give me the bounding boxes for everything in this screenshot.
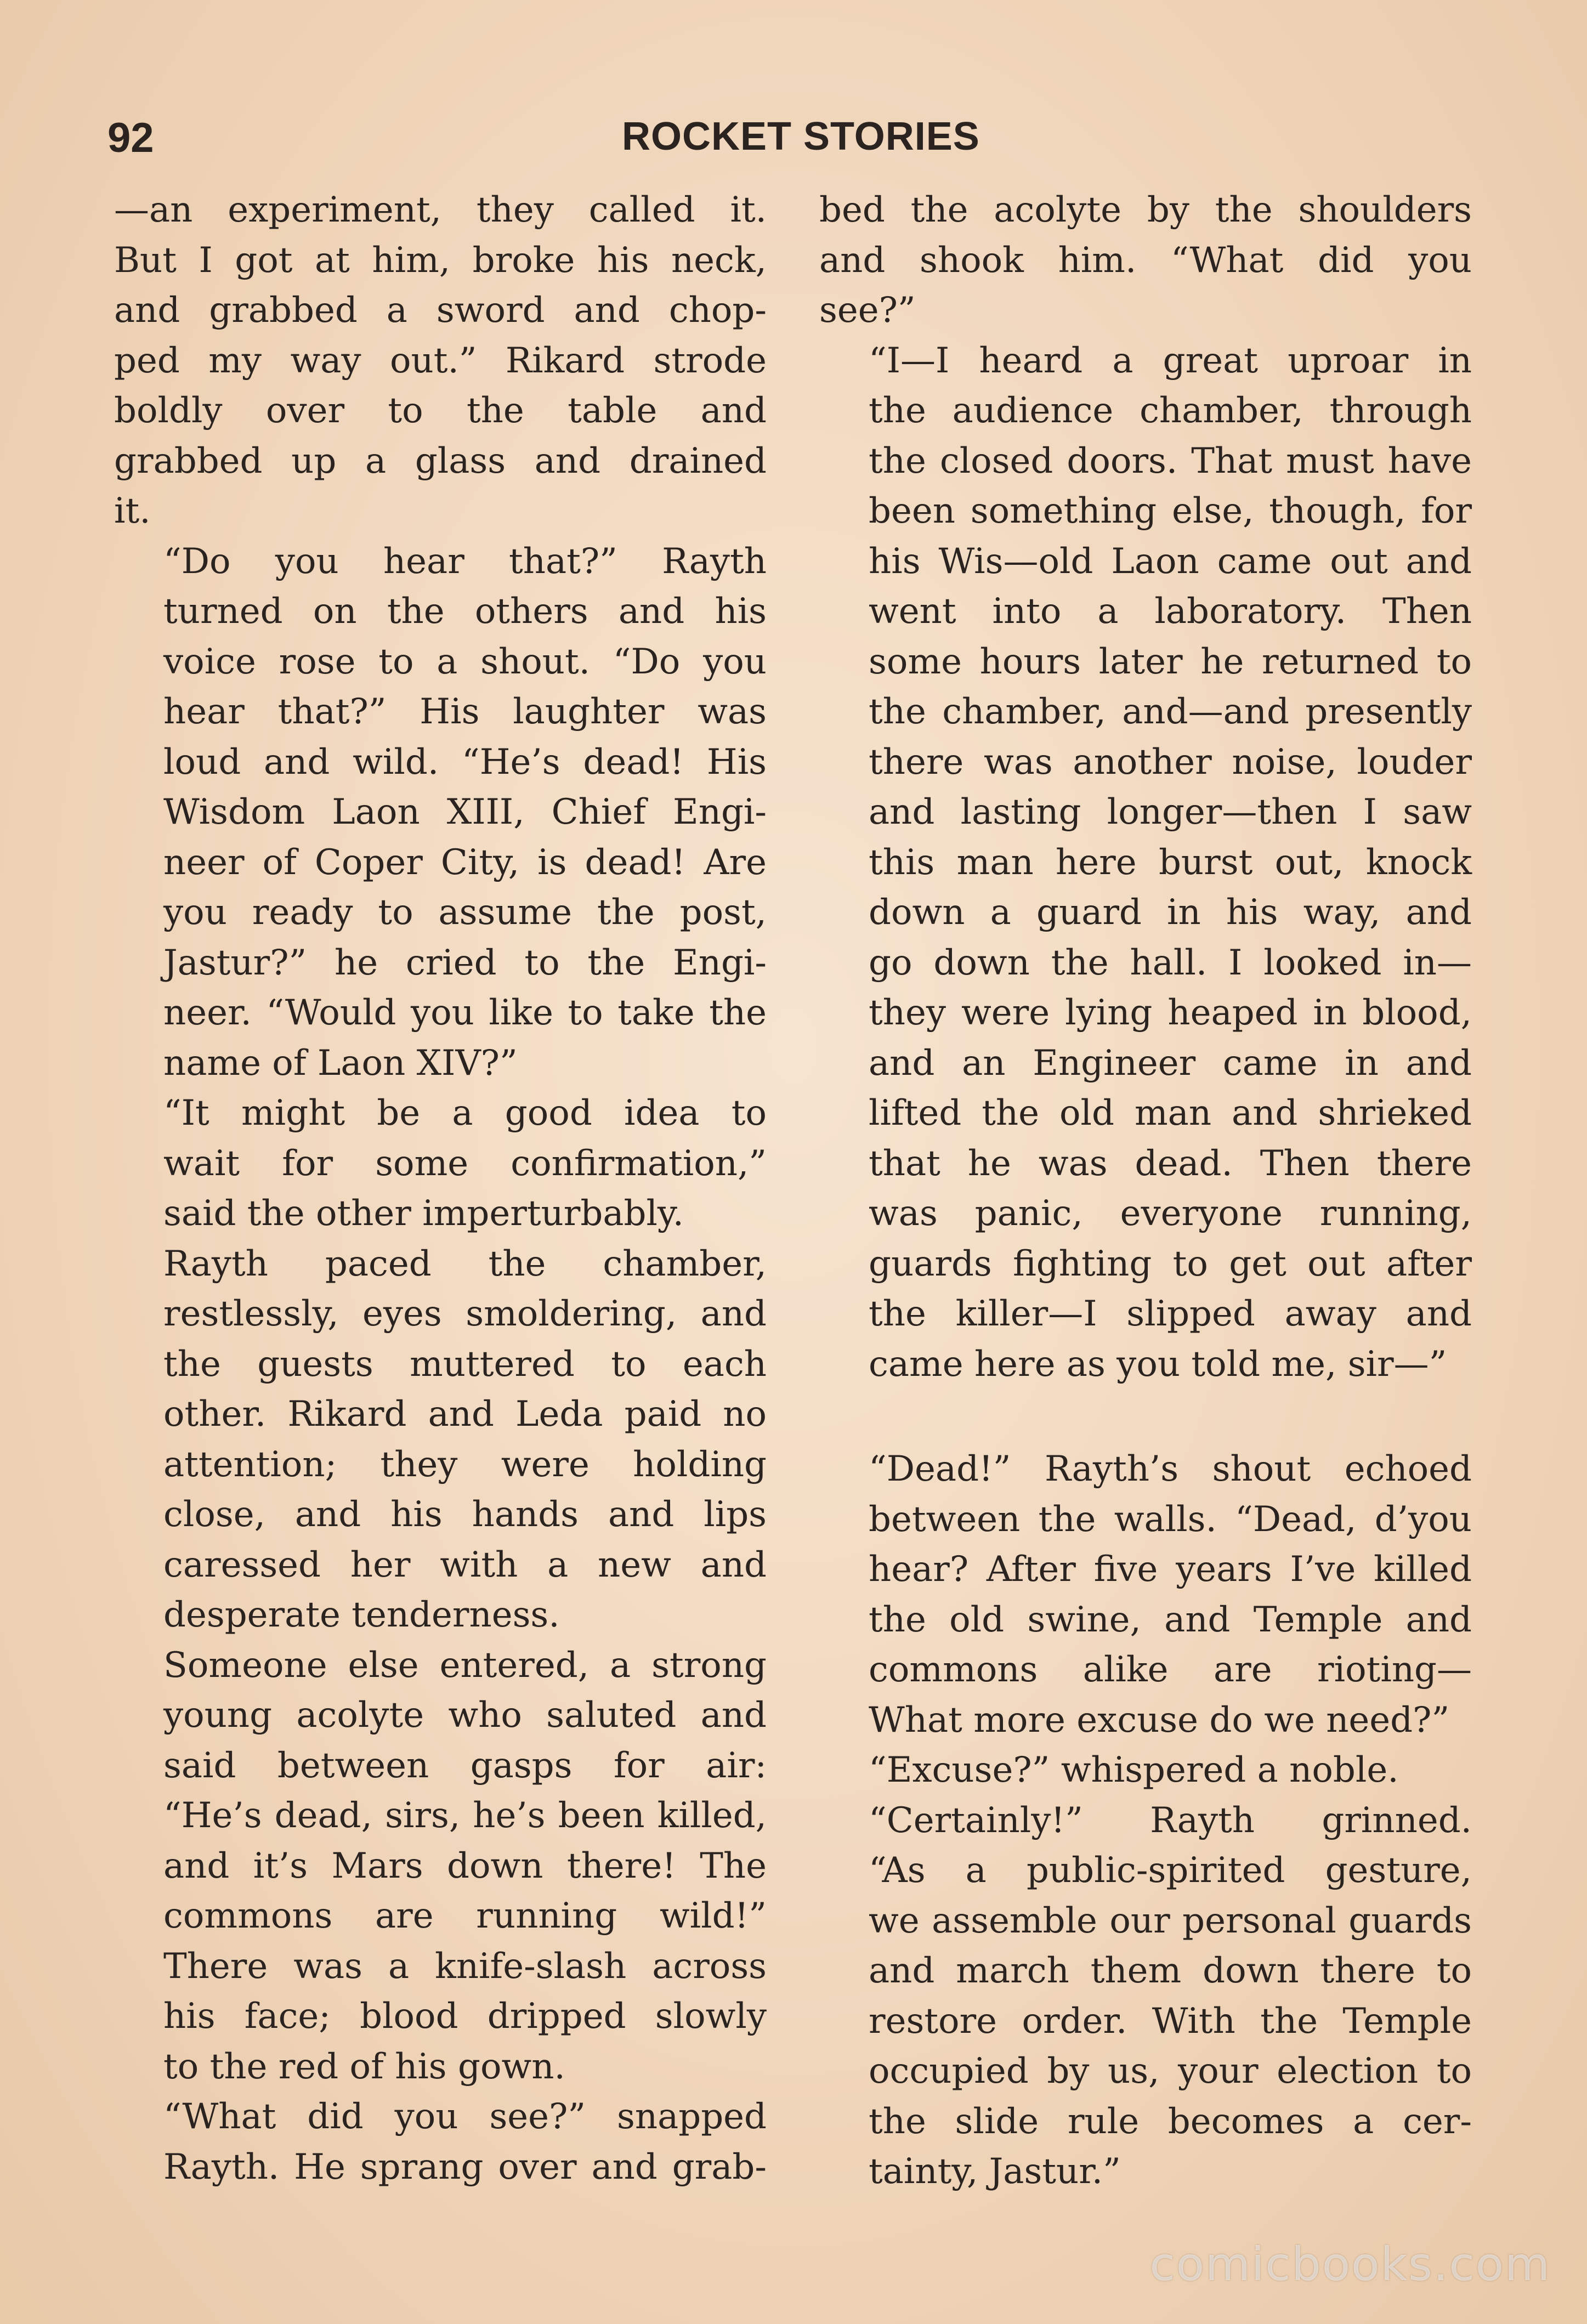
text-line: young acolyte who saluted and (163, 1695, 767, 1736)
text-line: hear? After five years I’ve killed (869, 1549, 1472, 1590)
text-line: commons are running wild!” (163, 1896, 767, 1936)
paragraph (819, 1444, 1472, 1745)
left-column (114, 185, 767, 2192)
text-line: “It might be a good idea to (163, 1093, 767, 1133)
text-line: But I got at him, broke his neck, (114, 240, 767, 281)
text-line: “As a public-spirited gesture, (869, 1850, 1472, 1891)
paragraph (114, 185, 767, 537)
text-line: restlessly, eyes smoldering, and (163, 1294, 767, 1334)
text-line: see?” (819, 290, 916, 331)
text-line: go down the hall. I looked in— (869, 942, 1472, 983)
text-line: “Certainly!” Rayth grinned. (869, 1800, 1472, 1841)
text-line: and lasting longer—then I saw (869, 792, 1472, 832)
text-line: and shook him. “What did you (819, 240, 1472, 281)
text-line: Rayth paced the chamber, (163, 1243, 767, 1284)
text-line: to the red of his gown. (163, 2046, 565, 2087)
text-line: other. Rikard and Leda paid no (163, 1394, 767, 1435)
text-line: commons alike are rioting— (869, 1650, 1472, 1690)
text-line: occupied by us, your election to (869, 2051, 1472, 2091)
text-line: —an experiment, they called it. (114, 190, 767, 230)
text-line: Wisdom Laon XIII, Chief Engi- (163, 792, 767, 832)
text-line: his Wis—old Laon came out and (869, 541, 1472, 582)
text-line: his face; blood dripped slowly (163, 1996, 767, 2037)
text-line: some hours later he returned to (869, 641, 1472, 682)
text-line: desperate tenderness. (163, 1595, 560, 1635)
text-line: said between gasps for air: (163, 1745, 767, 1786)
text-line: “Excuse?” whispered a noble. (869, 1750, 1399, 1790)
text-line: ped my way out.” Rikard strode (114, 340, 767, 381)
text-line: turned on the others and his (163, 591, 767, 632)
text-line: hear that?” His laughter was (163, 691, 767, 732)
text-line: “I—I heard a great uproar in (869, 340, 1472, 381)
text-line: name of Laon XIV?” (163, 1042, 518, 1084)
text-line: guards fighting to get out after (869, 1243, 1472, 1284)
paragraph (114, 537, 767, 1089)
text-line: voice rose to a shout. “Do you (163, 641, 767, 682)
text-line: Someone else entered, a strong (163, 1645, 767, 1686)
text-line: What more excuse do we need?” (869, 1699, 1450, 1741)
text-line: Jastur?” he cried to the Engi- (163, 942, 767, 983)
text-line: went into a laboratory. Then (869, 591, 1472, 632)
text-line: neer. “Would you like to take the (163, 993, 767, 1033)
text-line: “What did you see?” snapped (163, 2096, 767, 2137)
text-line: down a guard in his way, and (869, 892, 1472, 933)
paragraph (819, 1745, 1472, 1796)
text-line: loud and wild. “He’s dead! His (163, 741, 767, 783)
text-line: this man here burst out, knock (869, 842, 1472, 883)
text-line: restore order. With the Temple (869, 2000, 1472, 2042)
text-line: close, and his hands and lips (163, 1494, 767, 1535)
watermark: comicbooks.com (1149, 2237, 1551, 2291)
section-break (819, 1390, 1472, 1444)
text-line: the closed doors. That must have (869, 440, 1472, 481)
text-line: the guests muttered to each (163, 1344, 767, 1385)
paragraph (819, 336, 1472, 1390)
text-line: There was a knife-slash across (163, 1946, 767, 1987)
text-line: they were lying heaped in blood, (869, 993, 1472, 1033)
text-line: and an Engineer came in and (869, 1042, 1472, 1084)
text-line: the chamber, and—and presently (869, 691, 1472, 732)
text-line: you ready to assume the post, (163, 892, 767, 933)
text-line: Rayth. He sprang over and grab- (163, 2146, 767, 2187)
text-line: been something else, though, for (869, 491, 1472, 531)
text-line: we assemble our personal guards (869, 1900, 1472, 1941)
page-header (107, 114, 1478, 174)
text-line: the killer—I slipped away and (869, 1294, 1472, 1334)
paragraph (819, 1796, 1472, 2197)
paragraph (114, 2092, 767, 2192)
text-line: “He’s dead, sirs, he’s been killed, (163, 1795, 767, 1836)
text-line: tainty, Jastur.” (869, 2151, 1121, 2192)
text-line: the audience chamber, through (869, 390, 1472, 431)
text-line: grabbed up a glass and drained (114, 440, 767, 481)
paragraph (114, 1089, 767, 1239)
text-line: wait for some confirmation,” (163, 1143, 767, 1184)
text-line: neer of Coper City, is dead! Are (163, 842, 767, 883)
text-line: it. (114, 491, 151, 531)
text-line: caressed her with a new and (163, 1544, 767, 1585)
text-line: and march them down there to (869, 1951, 1472, 1991)
text-line: bed the acolyte by the shoulders (819, 190, 1472, 230)
text-line: boldly over to the table and (114, 390, 767, 431)
text-line: and it’s Mars down there! The (163, 1845, 767, 1886)
text-line: that he was dead. Then there (869, 1143, 1472, 1184)
page-number: 92 (107, 115, 154, 161)
text-line: said the other imperturbably. (163, 1193, 684, 1234)
text-line: came here as you told me, sir—” (869, 1344, 1447, 1385)
right-column (819, 185, 1472, 2197)
text-line: the old swine, and Temple and (869, 1599, 1472, 1640)
text-line: “Do you hear that?” Rayth (163, 541, 767, 582)
paragraph (114, 1641, 767, 2093)
running-head: ROCKET STORIES (622, 115, 980, 158)
text-line: lifted the old man and shrieked (869, 1093, 1472, 1133)
text-line: was panic, everyone running, (869, 1193, 1472, 1234)
paragraph (819, 185, 1472, 336)
text-line: between the walls. “Dead, d’you (869, 1499, 1472, 1540)
text-line: attention; they were holding (163, 1444, 767, 1485)
text-line: “Dead!” Rayth’s shout echoed (869, 1449, 1472, 1489)
text-line: and grabbed a sword and chop- (114, 290, 767, 331)
text-line: the slide rule becomes a cer- (869, 2101, 1472, 2142)
text-line: there was another noise, louder (869, 741, 1472, 783)
paragraph (114, 1239, 767, 1641)
